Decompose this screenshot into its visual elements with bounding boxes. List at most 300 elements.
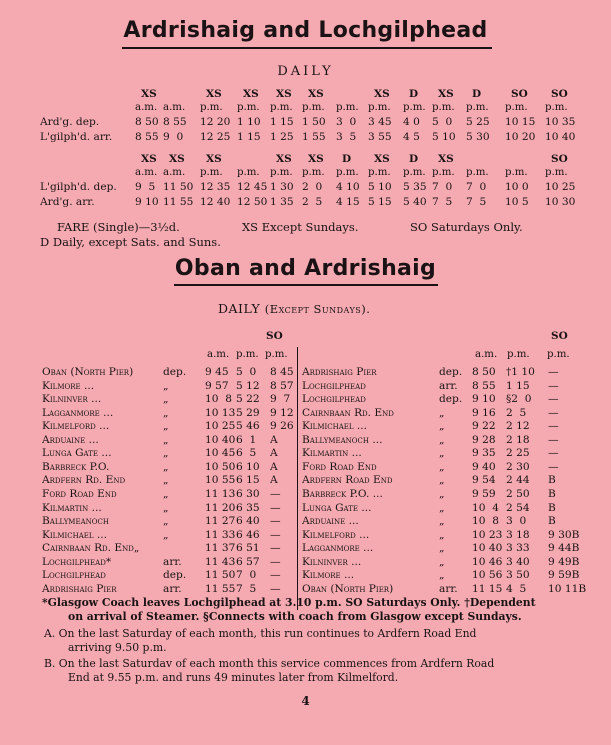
stop-type: „	[439, 433, 445, 446]
station-name: Lochgilphead	[302, 379, 366, 392]
time-cell: 2 5	[302, 196, 323, 208]
time-cell: —	[270, 501, 281, 514]
am-pm-label: p.m.	[505, 102, 528, 113]
time-cell: 11 55	[205, 582, 236, 595]
time-cell: 11 13	[205, 487, 236, 500]
station-name: Kilmelford ...	[302, 528, 370, 541]
station-name: Ballymeanoch	[42, 515, 109, 528]
time-cell: —	[548, 366, 559, 378]
time-cell: 5 46	[236, 420, 260, 433]
am-pm-label: p.m.	[302, 167, 325, 178]
time-cell: 4 15	[336, 196, 360, 208]
time-cell: 2 18	[506, 433, 530, 446]
section1-title-underline	[122, 47, 492, 49]
time-cell: 9 49B	[548, 555, 580, 568]
time-cell: —	[548, 447, 559, 460]
stop-type: „	[163, 393, 169, 406]
time-cell: 10 13	[205, 406, 236, 419]
stop-type: „	[163, 447, 169, 460]
time-cell: 1 15	[237, 131, 261, 143]
station-name: Kilmichael ...	[42, 528, 108, 541]
am-pm-label: p.m.	[336, 167, 359, 178]
time-cell: —	[270, 487, 281, 500]
service-code: XS	[206, 88, 222, 100]
d-note: D Daily, except Sats. and Suns.	[40, 235, 221, 249]
time-cell: 3 50	[506, 569, 530, 582]
stop-type: „	[163, 528, 169, 541]
time-cell: 2 25	[506, 447, 530, 460]
time-cell: 3 0	[336, 116, 357, 128]
time-cell: 7 0	[236, 569, 257, 582]
time-cell: 9 59B	[548, 569, 580, 582]
time-cell: 9 16	[472, 406, 496, 419]
station-name: Cairnbaan Rd. End„	[42, 542, 140, 555]
am-pm-label: p.m.	[237, 102, 260, 113]
left-pm-header-2: p.m.	[265, 349, 288, 360]
station-name: Kilmartin ...	[302, 447, 362, 460]
time-cell: B	[548, 501, 556, 514]
time-cell: B	[548, 474, 556, 487]
service-code: XS	[374, 153, 390, 165]
time-cell: †1 10	[506, 366, 535, 378]
time-cell: 11 50	[163, 181, 194, 193]
am-pm-label: p.m.	[368, 167, 391, 178]
time-cell: 9 26	[270, 420, 294, 433]
time-cell: 3 5	[336, 131, 357, 143]
time-cell: 8 55	[135, 131, 159, 143]
station-name: Lunga Gate ...	[302, 501, 372, 514]
service-code: XS	[438, 88, 454, 100]
stop-type: dep.	[439, 366, 463, 378]
time-cell: 1 55	[302, 131, 326, 143]
am-pm-label: p.m.	[545, 102, 568, 113]
row-label: Ard'g. arr.	[40, 196, 95, 208]
stop-type: „	[439, 447, 445, 460]
time-cell: 11 33	[205, 528, 236, 541]
am-pm-label: p.m.	[302, 102, 325, 113]
time-cell: 3 18	[506, 528, 530, 541]
note-a-line-1: A. On the last Saturday of each month, this run continues to Ardfern Road End	[44, 627, 477, 640]
time-cell: —	[548, 433, 559, 446]
stop-type: „	[439, 542, 445, 555]
station-name: Kilmore ...	[302, 569, 355, 582]
time-cell: A	[270, 460, 278, 473]
time-cell: 10 25	[545, 181, 576, 193]
time-cell: A	[270, 447, 278, 460]
service-code: SO	[551, 153, 568, 165]
station-name: Kilmichael ...	[302, 420, 368, 433]
footnote-line-1: *Glasgow Coach leaves Lochgilphead at 3.10 p.m. SO Saturdays Only. †Dependent	[42, 596, 536, 609]
section2-subtitle-paren: (Except Sundays).	[264, 302, 371, 316]
time-cell: 1 25	[270, 131, 294, 143]
time-cell: 12 40	[200, 196, 231, 208]
time-cell: 7 5	[432, 196, 453, 208]
am-pm-label: p.m.	[237, 167, 260, 178]
stop-type: „	[163, 501, 169, 514]
time-cell: 11 43	[205, 555, 236, 568]
time-cell: 2 5	[506, 406, 527, 419]
station-name: Ford Road End	[302, 460, 377, 473]
time-cell: 10 8	[205, 393, 232, 406]
am-pm-label: p.m.	[466, 167, 489, 178]
time-cell: 8 57	[270, 379, 294, 392]
time-cell: 3 40	[506, 555, 530, 568]
time-cell: 6 15	[236, 474, 260, 487]
time-cell: —	[270, 582, 281, 595]
time-cell: 8 55	[472, 379, 496, 392]
time-cell: 5 0	[236, 366, 257, 378]
time-cell: 3 55	[368, 131, 392, 143]
time-cell: 8 55	[163, 116, 187, 128]
service-code: XS	[276, 88, 292, 100]
time-cell: 9 30B	[548, 528, 580, 541]
time-cell: 10 46	[472, 555, 503, 568]
stop-type: „	[439, 569, 445, 582]
time-cell: 5 30	[466, 131, 490, 143]
am-pm-label: p.m.	[336, 102, 359, 113]
stop-type: „	[439, 420, 445, 433]
time-cell: 11 20	[205, 501, 236, 514]
station-name: Kilmore ...	[42, 379, 95, 392]
am-pm-label: p.m.	[403, 102, 426, 113]
time-cell: —	[548, 420, 559, 433]
time-cell: —	[548, 393, 559, 406]
service-code: XS	[206, 153, 222, 165]
service-code: XS	[141, 153, 157, 165]
time-cell: 9 44B	[548, 542, 580, 555]
station-name: Lagganmore ...	[302, 542, 374, 555]
stop-type: dep.	[163, 366, 187, 378]
left-so-header: SO	[266, 330, 283, 342]
time-cell: 6 46	[236, 528, 260, 541]
am-pm-label: a.m.	[163, 102, 186, 113]
stop-type: „	[163, 406, 169, 419]
time-cell: 11 15	[472, 582, 503, 595]
stop-type: „	[439, 460, 445, 473]
stop-type: arr.	[163, 555, 182, 568]
time-cell: 5 22	[236, 393, 260, 406]
time-cell: 11 37	[205, 542, 236, 555]
time-cell: 6 51	[236, 542, 260, 555]
time-cell: 9 35	[472, 447, 496, 460]
time-cell: 5 10	[368, 181, 392, 193]
time-cell: —	[270, 555, 281, 568]
am-pm-label: p.m.	[270, 102, 293, 113]
time-cell: 10 40	[205, 433, 236, 446]
time-cell: 4 5	[506, 582, 527, 595]
station-name: Lunga Gate ...	[42, 447, 112, 460]
time-cell: 9 5	[135, 181, 156, 193]
time-cell: 1 15	[506, 379, 530, 392]
note-a-line-2: arriving 9.50 p.m.	[68, 641, 167, 654]
time-cell: 3 0	[506, 515, 527, 528]
time-cell: 11 55	[163, 196, 194, 208]
time-cell: 10 0	[505, 181, 529, 193]
service-code: XS	[308, 88, 324, 100]
service-code: D	[409, 88, 419, 100]
time-cell: 10 30	[545, 196, 576, 208]
station-name: Ardfern Rd. End	[42, 474, 126, 487]
time-cell: 1 15	[270, 116, 294, 128]
time-cell: 10 25	[205, 420, 236, 433]
stop-type: dep.	[163, 569, 187, 582]
time-cell: —	[548, 406, 559, 419]
time-cell: 6 40	[236, 515, 260, 528]
am-pm-label: a.m.	[135, 167, 158, 178]
row-label: L'gilph'd. dep.	[40, 181, 117, 193]
note-b-line-2: End at 9.55 p.m. and runs 49 minutes later from Kilmelford.	[68, 671, 399, 684]
left-pm-header-1: p.m.	[236, 349, 259, 360]
service-code: XS	[438, 153, 454, 165]
am-pm-label: a.m.	[135, 102, 158, 113]
section1-subtitle: DAILY	[277, 64, 334, 79]
time-cell: 10 5	[505, 196, 529, 208]
station-name: Barbreck P.O. ...	[302, 487, 383, 500]
time-cell: 11 50	[205, 569, 236, 582]
right-am-header: a.m.	[475, 349, 498, 360]
time-cell: 10 11B	[548, 582, 587, 595]
time-cell: 9 10	[135, 196, 159, 208]
left-am-header: a.m.	[207, 349, 230, 360]
stop-type: arr.	[439, 582, 458, 595]
time-cell: 1 50	[302, 116, 326, 128]
time-cell: 10 23	[472, 528, 503, 541]
time-cell: 9 22	[472, 420, 496, 433]
right-pm-header-1: p.m.	[507, 349, 530, 360]
time-cell: 10 55	[205, 474, 236, 487]
station-name: Kilmartin ...	[42, 501, 102, 514]
section2-subtitle	[218, 301, 370, 316]
time-cell: 7 5	[236, 582, 257, 595]
station-name: Kilmelford ...	[42, 420, 110, 433]
stop-type: „	[439, 474, 445, 487]
time-cell: 9 40	[472, 460, 496, 473]
time-cell: 12 50	[237, 196, 268, 208]
time-cell: 2 12	[506, 420, 530, 433]
service-code: XS	[169, 153, 185, 165]
time-cell: B	[548, 515, 556, 528]
time-cell: 10 4	[472, 501, 499, 514]
service-code: XS	[308, 153, 324, 165]
time-cell: 2 30	[506, 460, 530, 473]
time-cell: 2 0	[302, 181, 323, 193]
section2-subtitle-main: DAILY	[218, 301, 261, 316]
time-cell: 4 10	[336, 181, 360, 193]
station-name: Oban (North Pier)	[42, 366, 134, 378]
station-name: Ford Road End	[42, 487, 117, 500]
time-cell: —	[270, 569, 281, 582]
time-cell: 5 12	[236, 379, 260, 392]
stop-type: „	[163, 460, 169, 473]
time-cell: 9 54	[472, 474, 496, 487]
time-cell: 9 57	[205, 379, 229, 392]
stop-type: „	[163, 515, 169, 528]
time-cell: §2 0	[506, 393, 532, 406]
am-pm-label: p.m.	[270, 167, 293, 178]
time-cell: 4 5	[403, 131, 420, 143]
time-cell: 12 25	[200, 131, 231, 143]
time-cell: 6 30	[236, 487, 260, 500]
time-cell: 10 35	[545, 116, 576, 128]
page-number: 4	[301, 694, 310, 708]
time-cell: 7 5	[466, 196, 487, 208]
section2-title: Oban and Ardrishaig	[174, 256, 437, 281]
time-cell: A	[270, 433, 278, 446]
time-cell: 6 10	[236, 460, 260, 473]
time-cell: 10 8	[472, 515, 499, 528]
right-so-header: SO	[551, 330, 568, 342]
station-name: Ballymeanoch ...	[302, 433, 383, 446]
am-pm-label: p.m.	[200, 102, 223, 113]
station-name: Cairnbaan Rd. End	[302, 406, 394, 419]
time-cell: 9 12	[270, 406, 294, 419]
time-cell: A	[270, 474, 278, 487]
time-cell: —	[548, 460, 559, 473]
stop-type: „	[439, 528, 445, 541]
time-cell: 12 20	[200, 116, 231, 128]
time-cell: 6 5	[236, 447, 257, 460]
am-pm-label: p.m.	[505, 167, 528, 178]
right-pm-header-2: p.m.	[547, 349, 570, 360]
so-note: SO Saturdays Only.	[410, 220, 523, 234]
time-cell: 5 25	[466, 116, 490, 128]
stop-type: dep.	[439, 393, 463, 406]
time-cell: 9 0	[163, 131, 184, 143]
time-cell: 10 40	[545, 131, 576, 143]
xs-note: XS Except Sundays.	[242, 220, 359, 234]
time-cell: 1 10	[237, 116, 261, 128]
time-cell: —	[270, 542, 281, 555]
column-divider	[297, 347, 298, 610]
stop-type: „	[439, 487, 445, 500]
am-pm-label: p.m.	[545, 167, 568, 178]
station-name: Lagganmore ...	[42, 406, 114, 419]
am-pm-label: p.m.	[466, 102, 489, 113]
time-cell: 5 40	[403, 196, 427, 208]
service-code: XS	[141, 88, 157, 100]
time-cell: 2 44	[506, 474, 530, 487]
time-cell: 3 33	[506, 542, 530, 555]
stop-type: „	[163, 420, 169, 433]
station-name: Kilninver ...	[42, 393, 102, 406]
section2-title-underline	[174, 284, 438, 286]
station-name: Barbreck P.O.	[42, 460, 110, 473]
station-name: Ardrishaig Pier	[42, 582, 117, 595]
time-cell: 6 1	[236, 433, 257, 446]
time-cell: 9 7	[270, 393, 291, 406]
station-name: Arduaine ...	[302, 515, 359, 528]
stop-type: arr.	[163, 582, 182, 595]
time-cell: 10 15	[505, 116, 536, 128]
service-code: SO	[511, 88, 528, 100]
station-name: Kilninver ...	[302, 555, 362, 568]
section1-title: Ardrishaig and Lochgilphead	[123, 18, 488, 43]
time-cell: 5 10	[432, 131, 456, 143]
stop-type: „	[163, 474, 169, 487]
time-cell: 1 30	[270, 181, 294, 193]
stop-type: „	[439, 555, 445, 568]
time-cell: B	[548, 487, 556, 500]
time-cell: 6 35	[236, 501, 260, 514]
time-cell: 12 45	[237, 181, 268, 193]
service-code: D	[342, 153, 352, 165]
am-pm-label: p.m.	[432, 102, 455, 113]
note-b-line-1: B. On the last Saturdav of each month this service commences from Ardfern Road	[44, 657, 495, 670]
am-pm-label: p.m.	[200, 167, 223, 178]
row-label: L'gilph'd. arr.	[40, 131, 113, 143]
time-cell: 7 0	[466, 181, 487, 193]
row-label: Ard'g. dep.	[40, 116, 100, 128]
stop-type: arr.	[439, 379, 458, 392]
station-name: Ardfern Road End	[302, 474, 393, 487]
time-cell: 5 29	[236, 406, 260, 419]
time-cell: 9 45	[205, 366, 229, 378]
time-cell: 5 15	[368, 196, 392, 208]
am-pm-label: p.m.	[403, 167, 426, 178]
time-cell: 2 50	[506, 487, 530, 500]
stop-type: „	[439, 515, 445, 528]
time-cell: —	[270, 528, 281, 541]
stop-type: „	[439, 501, 445, 514]
service-code: D	[472, 88, 482, 100]
time-cell: 10 40	[472, 542, 503, 555]
stop-type: „	[439, 406, 445, 419]
time-cell: 6 57	[236, 555, 260, 568]
time-cell: 5 35	[403, 181, 427, 193]
time-cell: 1 35	[270, 196, 294, 208]
am-pm-label: p.m.	[368, 102, 391, 113]
time-cell: 7 0	[432, 181, 453, 193]
stop-type: „	[163, 487, 169, 500]
service-code: D	[409, 153, 419, 165]
time-cell: 5 0	[432, 116, 453, 128]
station-name: Arduaine ...	[42, 433, 99, 446]
time-cell: 10 56	[472, 569, 503, 582]
station-name: Lochgilphead	[302, 393, 366, 406]
stop-type: „	[163, 433, 169, 446]
time-cell: —	[548, 379, 559, 392]
time-cell: 8 50	[472, 366, 496, 378]
am-pm-label: p.m.	[432, 167, 455, 178]
time-cell: 8 45	[270, 366, 294, 378]
am-pm-label: a.m.	[163, 167, 186, 178]
fare-text: FARE (Single)—3½d.	[57, 220, 180, 234]
time-cell: 9 10	[472, 393, 496, 406]
station-name: Oban (North Pier)	[302, 582, 394, 595]
time-cell: 11 27	[205, 515, 236, 528]
time-cell: 10 50	[205, 460, 236, 473]
time-cell: 8 50	[135, 116, 159, 128]
service-code: XS	[374, 88, 390, 100]
footnote-line-2: on arrival of Steamer. §Connects with coach from Glasgow except Sundays.	[68, 610, 522, 623]
time-cell: 4 0	[403, 116, 420, 128]
station-name: Lochgilphead	[42, 569, 106, 582]
station-name: Ardrishaig Pier	[302, 366, 377, 378]
time-cell: 10 45	[205, 447, 236, 460]
service-code: XS	[276, 153, 292, 165]
service-code: XS	[243, 88, 259, 100]
time-cell: 9 28	[472, 433, 496, 446]
service-code: SO	[551, 88, 568, 100]
time-cell: 9 59	[472, 487, 496, 500]
time-cell: 12 35	[200, 181, 231, 193]
time-cell: —	[270, 515, 281, 528]
time-cell: 2 54	[506, 501, 530, 514]
time-cell: 3 45	[368, 116, 392, 128]
station-name: Lochgilphead*	[42, 555, 112, 568]
time-cell: 10 20	[505, 131, 536, 143]
stop-type: „	[163, 379, 169, 392]
